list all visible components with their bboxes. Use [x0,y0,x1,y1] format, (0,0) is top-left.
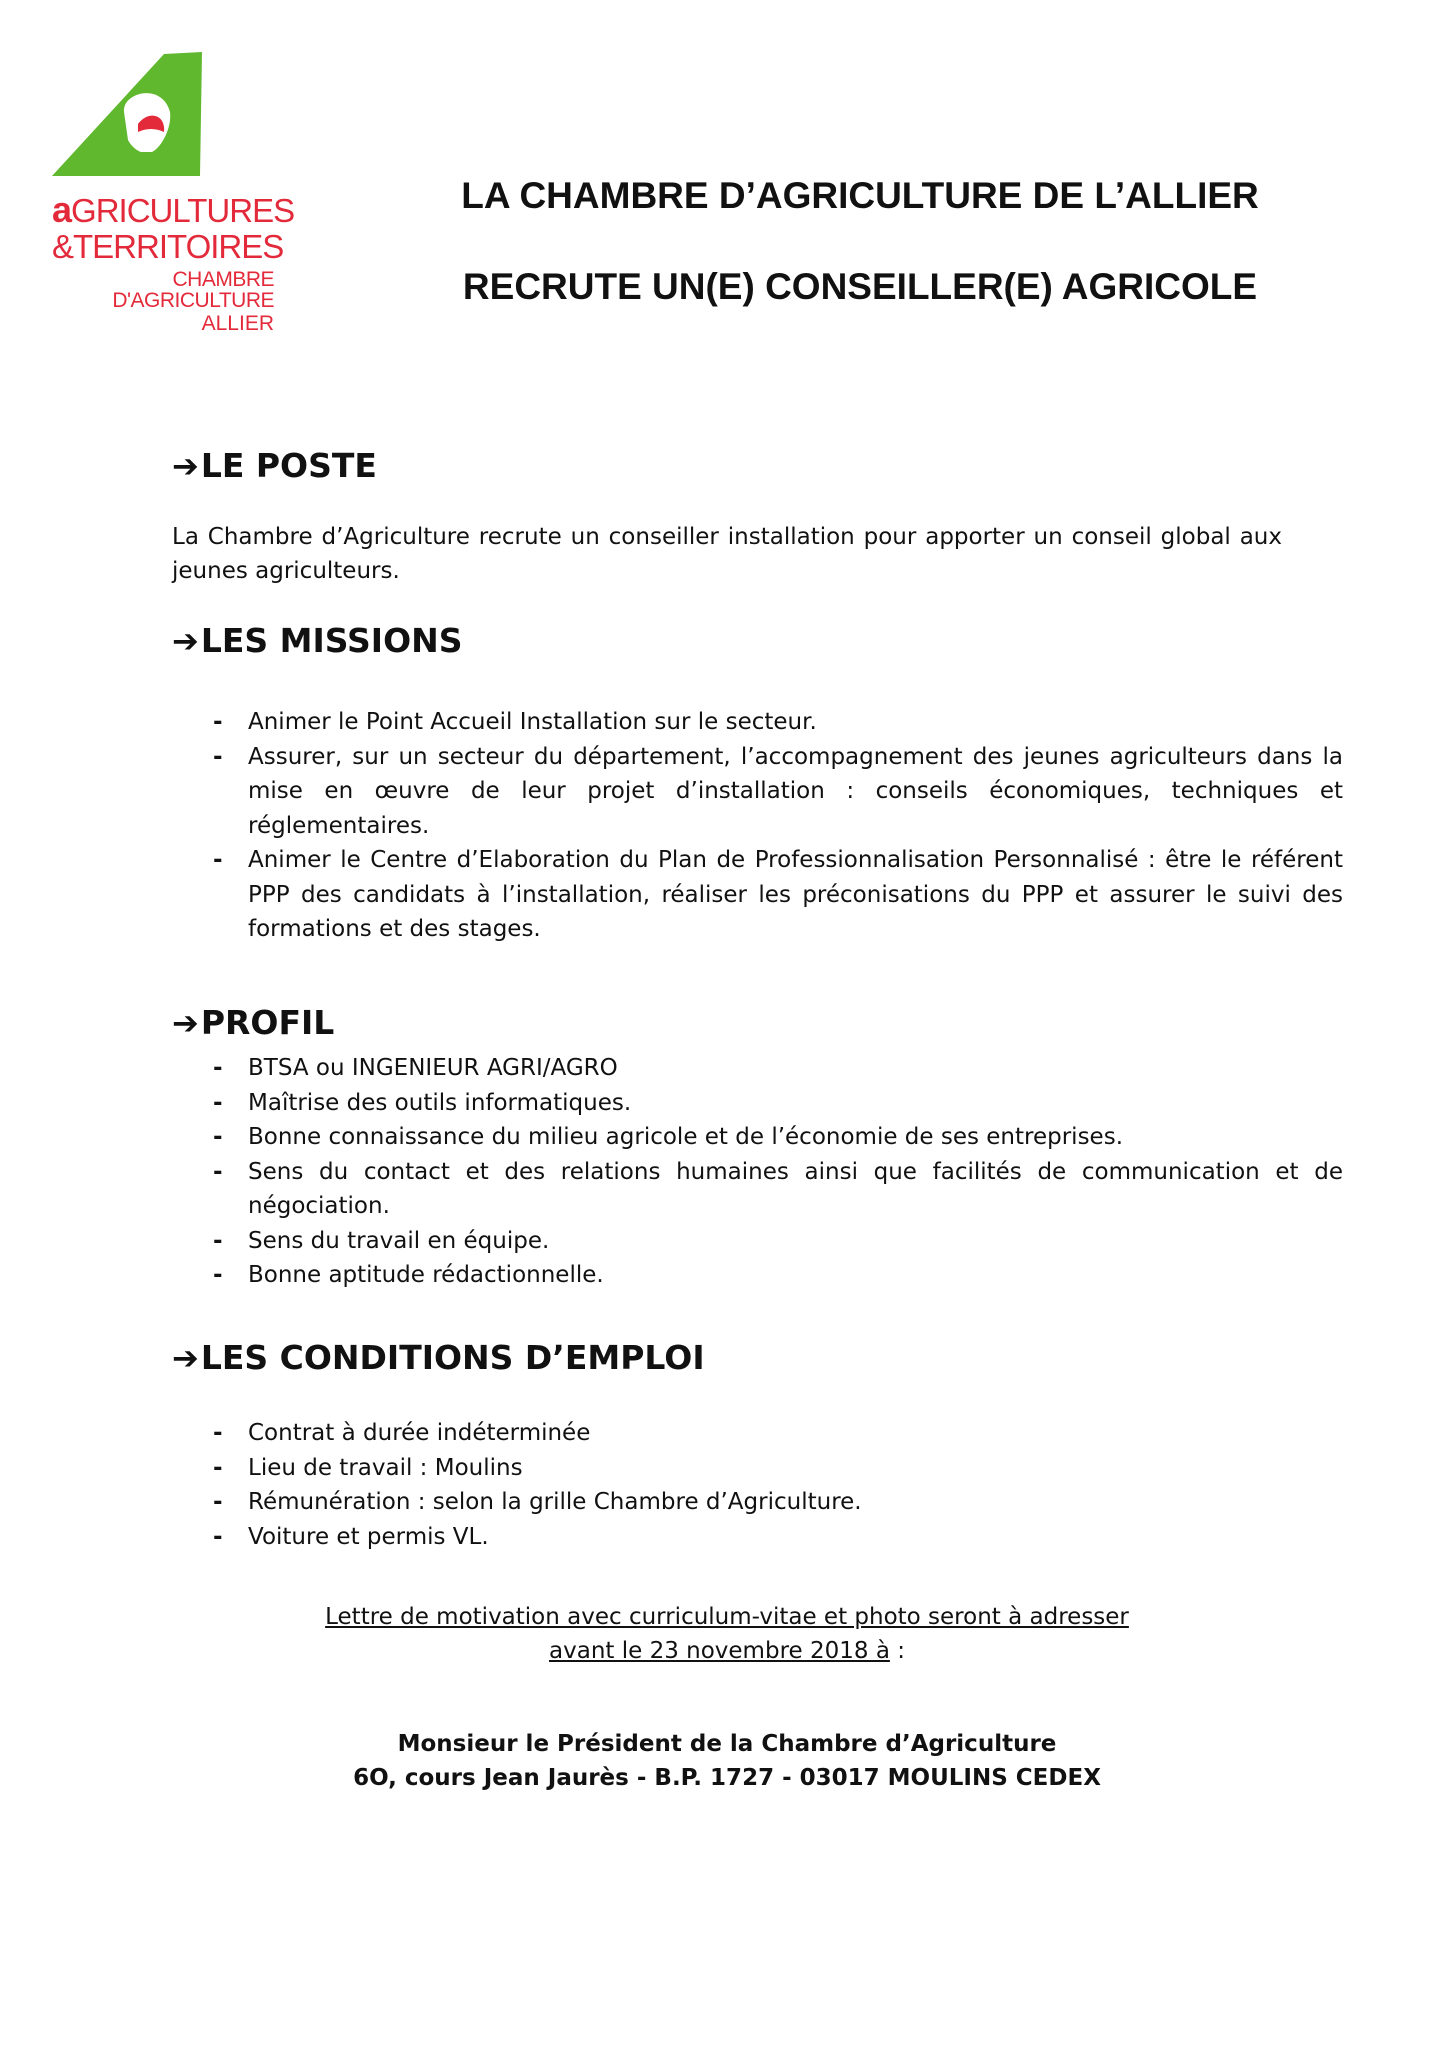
page-title-line2: RECRUTE UN(E) CONSEILLER(E) AGRICOLE [462,266,1258,307]
section-heading-missions: ➔LES MISSIONS [172,621,463,660]
list-item: - Voiture et permis VL. [213,1520,1343,1555]
logo-a-emblem-icon [52,52,212,182]
list-item: - Bonne aptitude rédactionnelle. [213,1258,1343,1293]
logo-line3: CHAMBRE D'AGRICULTURE [112,268,274,312]
postal-address [172,1727,1282,1795]
list-item: - Animer le Centre d’Elaboration du Plan de Professionnalisation Personnalisé : être le référent PPP des candidats à l’installation, réaliser les préconisations du PPP et assurer le suivi des formations et des stages. [213,843,1343,947]
logo-line1-initial: a [52,189,72,230]
list-item: - Sens du travail en équipe. [213,1224,1343,1259]
deadline: avant le 23 novembre 2018 à [549,1638,890,1664]
list-item: - BTSA ou INGENIEUR AGRI/AGRO [213,1051,1343,1086]
list-item: - Assurer, sur un secteur du département, l’accompagnement des jeunes agriculteurs dans la mise en œuvre de leur projet d’installation : conseils économiques, techniques et réglementaires. [213,740,1343,844]
list-item: - Rémunération : selon la grille Chambre d’Agriculture. [213,1485,1343,1520]
logo-line4: ALLIER [201,312,274,335]
list-item: - Bonne connaissance du milieu agricole et de l’économie de ses entreprises. [213,1120,1343,1155]
page-title-line1: LA CHAMBRE D’AGRICULTURE DE L’ALLIER [461,175,1259,216]
deadline-tail: : [889,1638,905,1664]
address-recipient: Monsieur le Président de la Chambre d’Agriculture [397,1731,1057,1757]
profil-list [213,1051,1343,1293]
list-item: - Maîtrise des outils informatiques. [213,1086,1343,1121]
arrow-right-icon: ➔ [172,1004,199,1042]
instructions-line1: Lettre de motivation avec curriculum-vitae et photo seront à adresser [325,1604,1129,1630]
section-heading-conditions: ➔LES CONDITIONS D’EMPLOI [172,1338,705,1377]
list-item: - Contrat à durée indéterminée [213,1416,1343,1451]
arrow-right-icon: ➔ [172,447,199,485]
list-item: - Lieu de travail : Moulins [213,1451,1343,1486]
section-heading-poste: ➔LE POSTE [172,446,377,485]
application-instructions [172,1600,1282,1668]
chambre-agriculture-logo [52,52,295,335]
logo-line2: &TERRITOIRES [52,228,284,265]
arrow-right-icon: ➔ [172,622,199,660]
conditions-list [213,1416,1343,1554]
missions-list [213,705,1343,947]
section-heading-profil: ➔PROFIL [172,1003,335,1042]
arrow-right-icon: ➔ [172,1339,199,1377]
logo-line1-rest: GRICULTURES [71,192,295,229]
address-street: 6O, cours Jean Jaurès - B.P. 1727 - 03017 MOULINS CEDEX [353,1765,1101,1791]
list-item: - Sens du contact et des relations humaines ainsi que facilités de communication et de négociation. [213,1155,1343,1224]
list-item: - Animer le Point Accueil Installation sur le secteur. [213,705,1343,740]
poste-description: La Chambre d’Agriculture recrute un conseiller installation pour apporter un conseil global aux jeunes agriculteurs. [172,524,1282,584]
